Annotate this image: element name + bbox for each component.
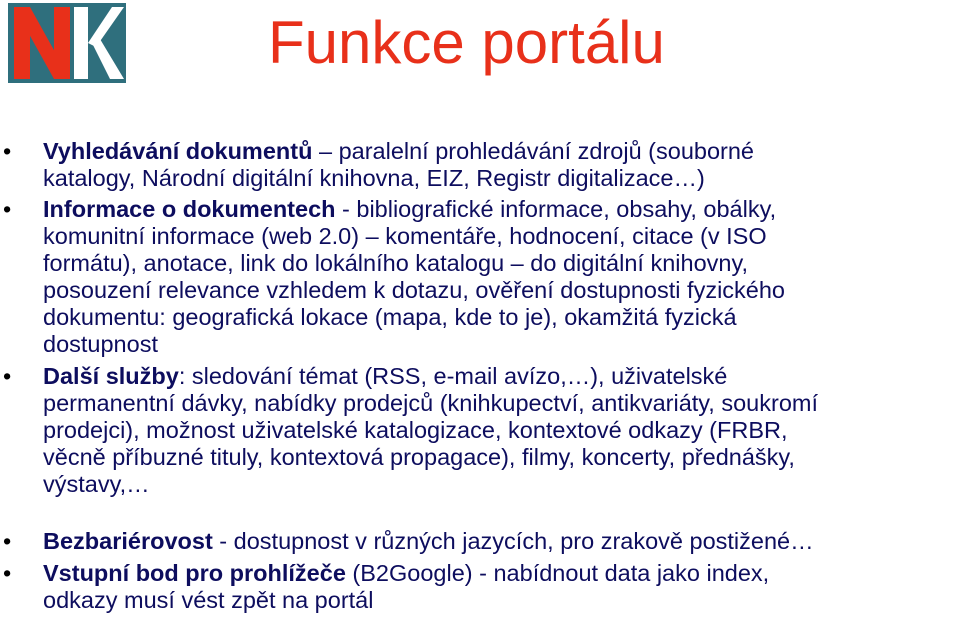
bullet-text: : sledování témat (RSS, e-mail avízo,…), uživatelské <box>178 363 728 389</box>
bullet-text: - dostupnost v různých jazycích, pro zrakově postižené… <box>212 528 814 554</box>
bullet-line: prodejci), možnost uživatelské katalogizace, kontextové odkazy (FRBR, <box>43 417 788 443</box>
bullet-line <box>43 196 960 223</box>
bullet-item <box>0 528 960 555</box>
logo-n-right <box>54 7 70 79</box>
bullet-dot: • <box>3 138 12 164</box>
nk-logo <box>8 3 126 83</box>
bullet-heading: Vyhledávání dokumentů <box>43 138 313 164</box>
bullet-line <box>43 560 960 587</box>
bullet-line <box>43 363 960 390</box>
bullet-item <box>0 196 960 358</box>
nk-logo-icon <box>8 3 126 83</box>
bullet-line: dokumentu: geografická lokace (mapa, kde to je), okamžitá fyzická <box>43 304 737 330</box>
bullet-line <box>43 528 960 555</box>
bullet-line: věcně příbuzné tituly, kontextová propagace), filmy, koncerty, přednášky, <box>43 444 795 470</box>
bullet-item <box>0 560 960 614</box>
bullet-line: výstavy,… <box>43 471 150 497</box>
bullet-line: odkazy musí vést zpět na portál <box>43 587 374 613</box>
bullet-item <box>0 138 960 192</box>
bullet-line: formátu), anotace, link do lokálního katalogu – do digitální knihovny, <box>43 250 748 276</box>
bullet-heading: Informace o dokumentech <box>43 196 336 222</box>
bullet-heading: Další služby <box>43 363 179 389</box>
bullet-line: dostupnost <box>43 331 158 357</box>
bullet-text: (B2Google) - nabídnout data jako index, <box>345 560 770 586</box>
bullet-dot: • <box>3 363 12 389</box>
bullet-text: - bibliografické informace, obsahy, obálky, <box>335 196 777 222</box>
bullet-item <box>0 363 960 498</box>
bullet-heading: Bezbariérovost <box>43 528 213 554</box>
bullet-heading: Vstupní bod pro prohlížeče <box>43 560 346 586</box>
bullet-dot: • <box>3 560 12 586</box>
bullet-dot: • <box>3 196 12 222</box>
bullet-line <box>43 138 960 165</box>
bullet-text: – paralelní prohledávání zdrojů (souborné <box>312 138 755 164</box>
logo-k-stem <box>74 7 88 79</box>
bullet-dot: • <box>3 528 12 554</box>
bullet-line: posouzení relevance vzhledem k dotazu, ověření dostupnosti fyzického <box>43 277 785 303</box>
bullet-line: permanentní dávky, nabídky prodejců (knihkupectví, antikvariáty, soukromí <box>43 390 819 416</box>
bullet-list <box>0 138 960 614</box>
bullet-line: komunitní informace (web 2.0) – komentáře, hodnocení, citace (v ISO <box>43 223 767 249</box>
page-title: Funkce portálu <box>268 9 665 76</box>
bullet-line: katalogy, Národní digitální knihovna, EIZ, Registr digitalizace…) <box>43 165 705 191</box>
